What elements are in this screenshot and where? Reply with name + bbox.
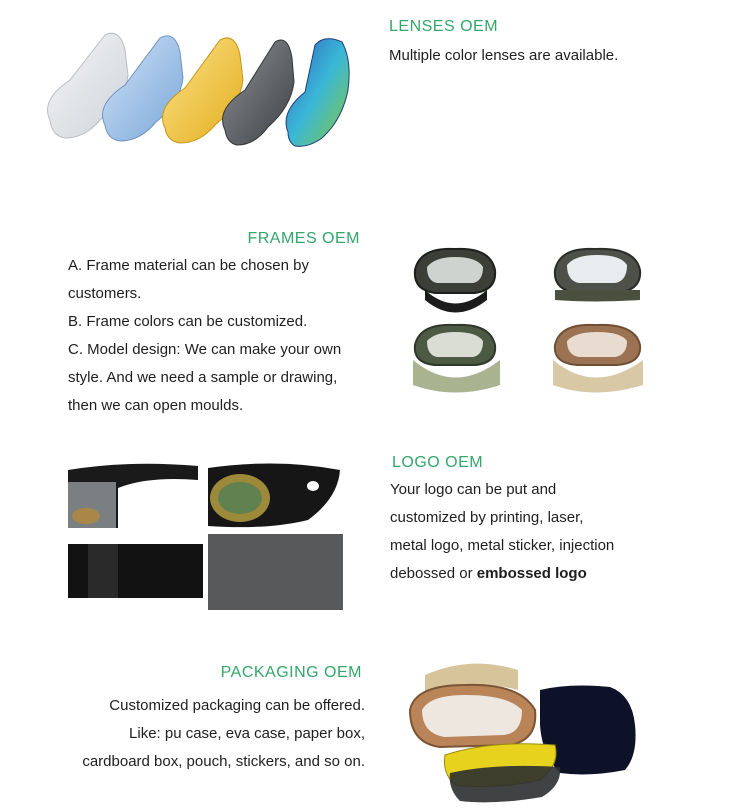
packaging-heading: PACKAGING OEM [220,664,362,681]
lenses-image [30,20,360,160]
logo-line: customized by printing, laser, [390,509,584,526]
logo-line: Your logo can be put and [390,481,557,498]
mirror-lens [286,39,349,147]
packaging-illustration [400,655,650,805]
logo-line-start: debossed or [390,565,477,582]
packaging-line: Customized packaging can be offered. [109,697,365,714]
black-goggle [415,249,495,313]
embossed-logo-text: embossed logo [476,565,587,582]
lens-logo-closeup [208,458,343,528]
packaging-line: Like: pu case, eva case, paper box, [129,725,365,742]
lenses-heading: LENSES OEM [389,18,499,35]
frames-line: then we can open moulds. [68,397,244,414]
strap-logo-closeup [68,534,203,606]
smoke-spare-lens [450,766,560,802]
frames-line: A. Frame material can be chosen by [68,257,309,274]
frames-image [395,235,695,410]
tan-goggle-package [410,664,535,747]
frames-line: customers. [68,285,142,302]
logo-description [390,476,690,588]
logo-line: metal logo, metal sticker, injection [390,537,615,554]
logo-line-final [390,560,690,588]
frames-description [68,252,378,420]
frames-line: B. Frame colors can be customized. [68,313,308,330]
logo-images [68,458,343,610]
packaging-image [400,655,650,805]
lens-illustration [30,20,360,160]
logo-heading: LOGO OEM [392,454,484,471]
frame-logo-closeup [68,458,203,528]
frames-heading: FRAMES OEM [247,230,360,247]
packaging-description [40,692,365,776]
frames-line: C. Model design: We can make your own [68,341,342,358]
lenses-description: Multiple color lenses are available. [389,47,619,64]
packaging-line: cardboard box, pouch, stickers, and so on. [82,753,365,770]
gray-logo-panel [208,534,343,610]
olive-goggle [413,325,500,393]
frames-line: style. And we need a sample or drawing, [68,369,338,386]
logo-examples-illustration [68,458,343,610]
tan-goggle [553,325,643,393]
frame-colors-illustration [395,235,695,410]
clear-goggle [555,249,640,302]
